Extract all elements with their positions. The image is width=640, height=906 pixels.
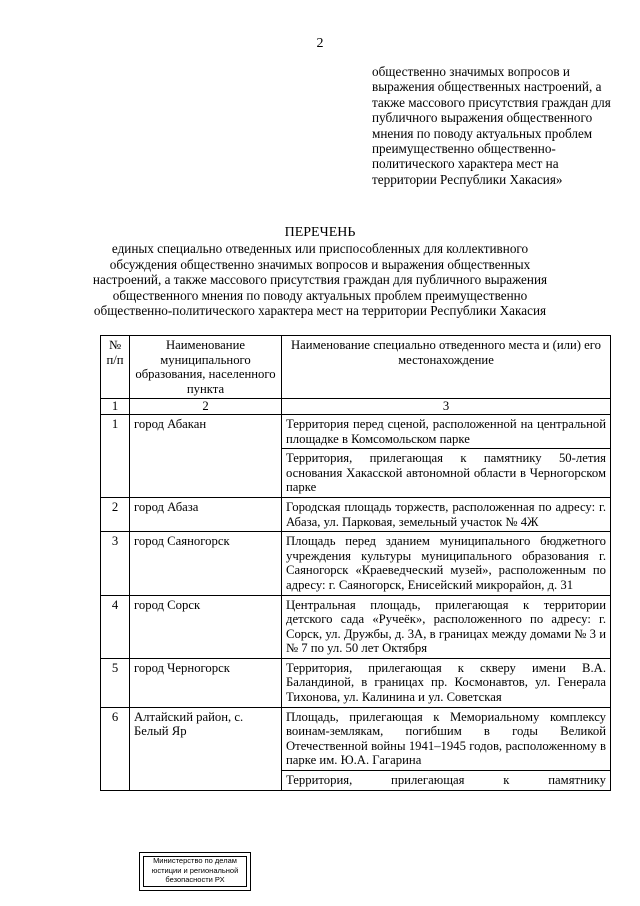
table-row [101, 532, 611, 595]
col-number: 2 [130, 399, 282, 415]
table-row [101, 414, 611, 448]
table-header-row [101, 336, 611, 399]
row-municipality: город Саяногорск [130, 532, 282, 595]
row-municipality: город Черногорск [130, 658, 282, 707]
table-row [101, 595, 611, 658]
row-municipality: Алтайский район, с. Белый Яр [130, 707, 282, 790]
preamble-text: общественно значимых вопросов и выражения общественных настроений, а также массового присутствия граждан для публичного выражения общественного мнения по поводу актуальных проблем преимущественно общественно-политического характера мест на территории Республики Хакасия» [372, 64, 611, 187]
places-table [100, 335, 611, 791]
row-num: 5 [101, 658, 130, 707]
page-number: 2 [316, 36, 324, 51]
row-place: Площадь, прилегающая к Мемориальному комплексу воинам-землякам, погибшим в годы Великой Отечественной войны 1941–1945 годов, расположенному в парке им. Ю.А. Гагарина [282, 707, 611, 770]
row-place: Городская площадь торжеств, расположенная по адресу: г. Абаза, ул. Парковая, земельный участок № 4Ж [282, 497, 611, 531]
row-num: 1 [101, 414, 130, 497]
row-place: Территория, прилегающая к памятнику 50-летия основания Хакасской автономной области в Черногорском парке [282, 449, 611, 498]
row-num: 3 [101, 532, 130, 595]
stamp-line: юстиции и региональной [151, 865, 239, 875]
row-municipality: город Абакан [130, 414, 282, 497]
row-place: Территория, прилегающая к скверу имени В.А. Баландиной, в границах пр. Космонавтов, ул. Генерала Тихонова, ул. Калинина и ул. Советская [282, 658, 611, 707]
row-num: 2 [101, 497, 130, 531]
row-num: 4 [101, 595, 130, 658]
stamp-line: Министерство по делам [153, 856, 237, 865]
column-numbers-row [101, 399, 611, 415]
col-number: 1 [101, 399, 130, 415]
document-subtitle: единых специально отведенных или приспособленных для коллективного обсуждения общественно значимых вопросов и выражения общественных настроений, а также массового присутствия граждан для публичного выражения общественного мнения по поводу актуальных проблем преимущественно общественно-политического характера мест на территории Республики Хакасия [92, 241, 548, 319]
row-place: Территория перед сценой, расположенной на центральной площадке в Комсомольском парке [282, 414, 611, 448]
table-row [101, 707, 611, 770]
row-place: Площадь перед зданием муниципального бюджетного учреждения культуры муниципального образования г. Саяногорск «Краеведческий музей», расположенным по адресу: г. Саяногорск, Енисейский микрорайон, д. 31 [282, 532, 611, 595]
header-num: № п/п [101, 336, 130, 399]
ministry-stamp [139, 852, 251, 891]
header-municipality: Наименование муниципального образования, населенного пункта [130, 336, 282, 399]
row-place: Территория, прилегающая к памятнику [282, 771, 611, 791]
row-place: Центральная площадь, прилегающая к территории детского сада «Ручеёк», расположенного по адресу: г. Сорск, ул. Дружбы, д. 3А, в границах между домами № 3 и № 7 по ул. 50 лет Октября [282, 595, 611, 658]
header-place: Наименование специально отведенного места и (или) его местонахождение [282, 336, 611, 399]
stamp-line: безопасности РХ [165, 875, 225, 884]
row-num: 6 [101, 707, 130, 790]
row-municipality: город Сорск [130, 595, 282, 658]
document-title: ПЕРЕЧЕНЬ [284, 225, 356, 240]
table-row [101, 658, 611, 707]
row-municipality: город Абаза [130, 497, 282, 531]
table-row [101, 497, 611, 531]
col-number: 3 [282, 399, 611, 415]
